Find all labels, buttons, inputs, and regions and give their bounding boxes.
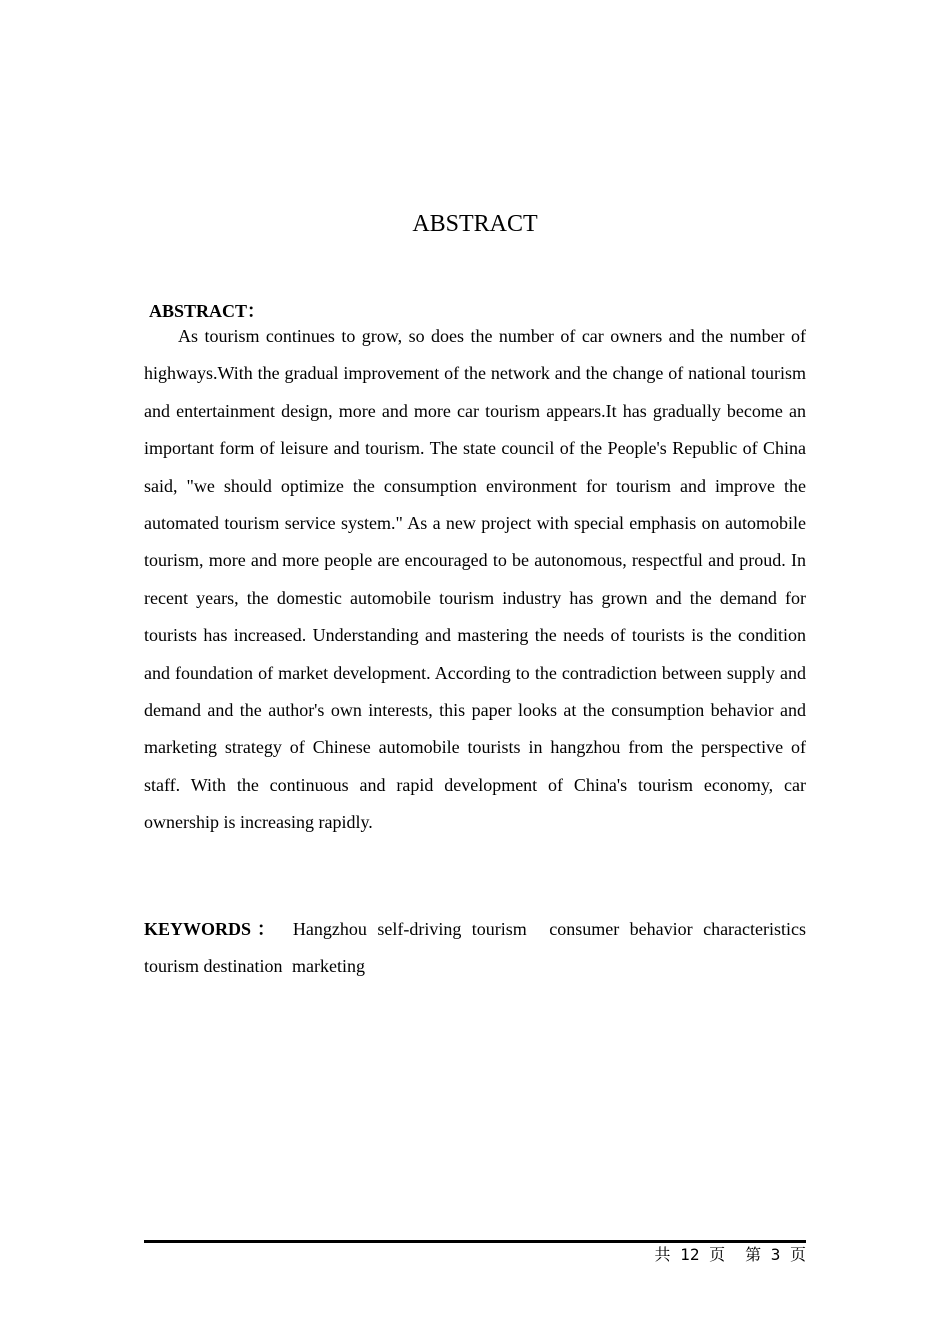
total-pages-label: 共 12 页 <box>654 1245 726 1264</box>
keywords-paragraph <box>144 911 806 986</box>
keyword-item: consumer behavior characteristics <box>549 919 807 939</box>
current-page-label: 第 3 页 <box>745 1245 806 1264</box>
page-title: ABSTRACT <box>412 211 538 237</box>
keywords-label: KEYWORDS： <box>144 919 281 939</box>
keyword-item: marketing <box>292 956 365 977</box>
page-footer <box>655 1244 806 1266</box>
keyword-item: Hangzhou self-driving tourism <box>292 919 527 939</box>
keyword-item: tourism destination <box>144 956 283 977</box>
footer-divider <box>144 1240 806 1243</box>
abstract-label: ABSTRACT： <box>149 301 266 321</box>
abstract-body: As tourism continues to grow, so does the number of car owners and the number of highways.With the gradual improvement of the network and the change of national tourism and entertainment design, more and more car tourism appears.It has gradually become an important form of leisure and tourism. The state council of the People's Republic of China said, "we should optimize the consumption environment for tourism and improve the automated tourism service system." As a new project with special emphasis on automobile tourism, more and more people are encouraged to be autonomous, respectful and proud. In recent years, the domestic automobile tourism industry has grown and the demand for tourists has increased. Understanding and mastering the needs of tourists is the condition and foundation of market development. According to the contradiction between supply and demand and the author's own interests, this paper looks at the consumption behavior and marketing strategy of Chinese automobile tourists in hangzhou from the perspective of staff. With the continuous and rapid development of China's tourism economy, car ownership is increasing rapidly. <box>144 326 806 833</box>
